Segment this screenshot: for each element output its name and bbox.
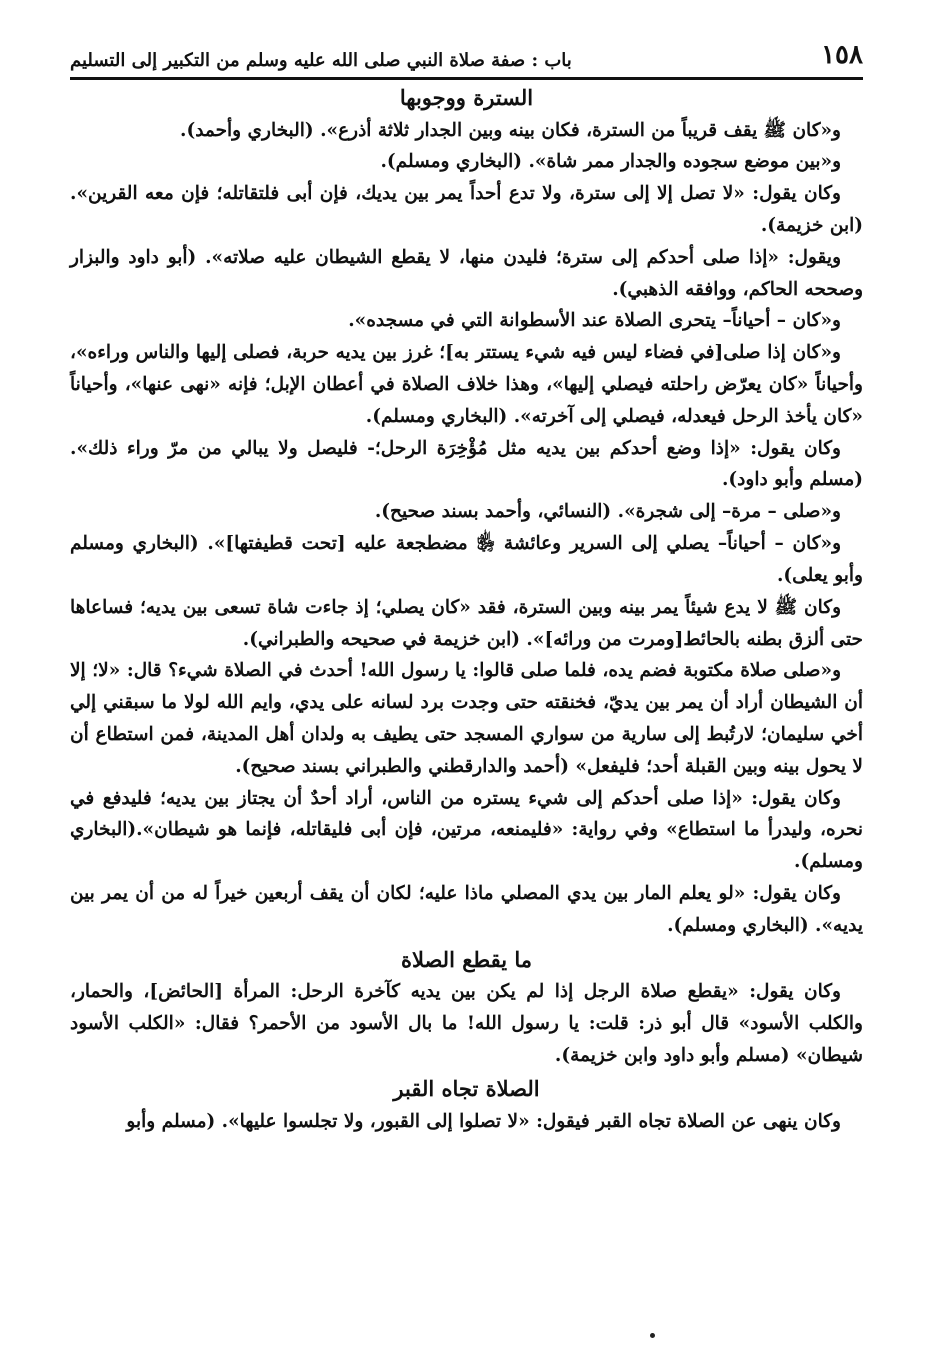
- paragraph: وكان ﷺ لا يدع شيئاً يمر بينه وبين السترة، فقد «كان يصلي؛ إذ جاءت شاة تسعى بين يديه؛ فساعاها حتى ألزق بطنه بالحائط[ومرت من ورائه]». (ابن خزيمة في صحيحه والطبراني).: [70, 596, 863, 650]
- section-what-breaks-prayer: [70, 946, 863, 1072]
- section-title: السترة ووجوبها: [399, 85, 534, 111]
- paragraph: و«كان إذا صلى[في فضاء ليس فيه شيء يستتر به]؛ غرز بين يديه حربة، فصلى إليها والناس وراءه»، وأحياناً «كان يعرّض راحلته فيصلي إليها»، وهذا خلاف الصلاة في أعطان الإبل؛ فإنه «نهى عنها»، وأحياناً «كان يأخذ الرحل فيعدله، فيصلي إلى آخرته». (البخاري ومسلم).: [70, 342, 863, 427]
- running-title: باب : صفة صلاة النبي صلى الله عليه وسلم من التكبير إلى التسليم: [70, 49, 572, 71]
- page-number: ١٥٨: [821, 40, 863, 70]
- paragraph: وكان ينهى عن الصلاة تجاه القبر فيقول: «لا تصلوا إلى القبور، ولا تجلسوا عليها». (مسلم وأبو: [126, 1110, 841, 1132]
- page-header: [70, 40, 863, 80]
- paragraph: وكان يقول: «لو يعلم المار بين يدي المصلي ماذا عليه؛ لكان أن يقف أربعين خيراً له من أن يمر بين يديه». (البخاري ومسلم).: [70, 883, 863, 936]
- paragraph: وكان يقول: «يقطع صلاة الرجل إذا لم يكن بين يديه كآخرة الرحل: المرأة [الحائض]، والحمار، والكلب الأسود» قال أبو ذر: قلت: يا رسول الله! ما بال الأسود من الأحمر؟ فقال: «الكلب الأسود شيطان» (مسلم وأبو داود وابن خزيمة).: [70, 981, 863, 1066]
- paragraph: و«كان – أحياناً– يتحرى الصلاة عند الأسطوانة التي في مسجده».: [348, 310, 841, 332]
- paragraph: و«بين موضع سجوده والجدار ممر شاة». (البخاري ومسلم).: [380, 151, 841, 173]
- paragraph: وكان يقول: «إذا وضع أحدكم بين يديه مثل مُؤْخِرَة الرحل؛- فليصل ولا يبالي من مرّ وراء ذلك». (مسلم وأبو داود).: [70, 437, 863, 491]
- section-title: الصلاة تجاه القبر: [393, 1076, 540, 1102]
- section-sutrah: [70, 84, 863, 941]
- section-title: ما يقطع الصلاة: [400, 946, 533, 972]
- paragraph: ويقول: «إذا صلى أحدكم إلى سترة؛ فليدن منها، لا يقطع الشيطان عليه صلاته». (أبو داود والبزار وصححه الحاكم، ووافقه الذهبي).: [70, 246, 863, 300]
- section-prayer-toward-grave: [70, 1075, 863, 1137]
- footer-dot: [650, 1333, 655, 1338]
- paragraph: و«صلى – مرة– إلى شجرة». (النسائي، وأحمد بسند صحيح).: [374, 501, 841, 523]
- paragraph: و«صلى صلاة مكتوبة فضم يده، فلما صلى قالوا: يا رسول الله! أحدث في الصلاة شيء؟ قال: «لا؛ إلا أن الشيطان أراد أن يمر بين يديّ، فخنقته حتى وجدت برد لسانه على يدي، وايم الله لولا ما سبقني إلي أخي سليمان؛ لارتُبط إلى سارية من سواري المسجد حتى يطيف به ولدان أهل المدينة، فمن استطاع أن لا يحول بينه وبين القبلة أحد؛ فليفعل» (أحمد والدارقطني والطبراني بسند صحيح).: [70, 660, 863, 777]
- paragraph: و«كان – أحياناً– يصلي إلى السرير وعائشة ﵂ مضطجعة عليه [تحت قطيفتها]». (البخاري ومسلم وأبو يعلى).: [70, 533, 863, 586]
- paragraph: وكان يقول: «لا تصل إلا إلى سترة، ولا تدع أحداً يمر بين يديك، فإن أبى فلتقاتله؛ فإن معه القرين». (ابن خزيمة).: [70, 183, 863, 236]
- paragraph: و«كان ﷺ يقف قريباً من السترة، فكان بينه وبين الجدار ثلاثة أذرع». (البخاري وأحمد).: [180, 119, 841, 141]
- paragraph: وكان يقول: «إذا صلى أحدكم إلى شيء يستره من الناس، أراد أحدٌ أن يجتاز بين يديه؛ فليدفع في نحره، وليدرأ ما استطاع» وفي رواية: «فليمنعه، مرتين، فإن أبى فليقاتله، فإنما هو شيطان».(البخاري ومسلم).: [70, 787, 863, 873]
